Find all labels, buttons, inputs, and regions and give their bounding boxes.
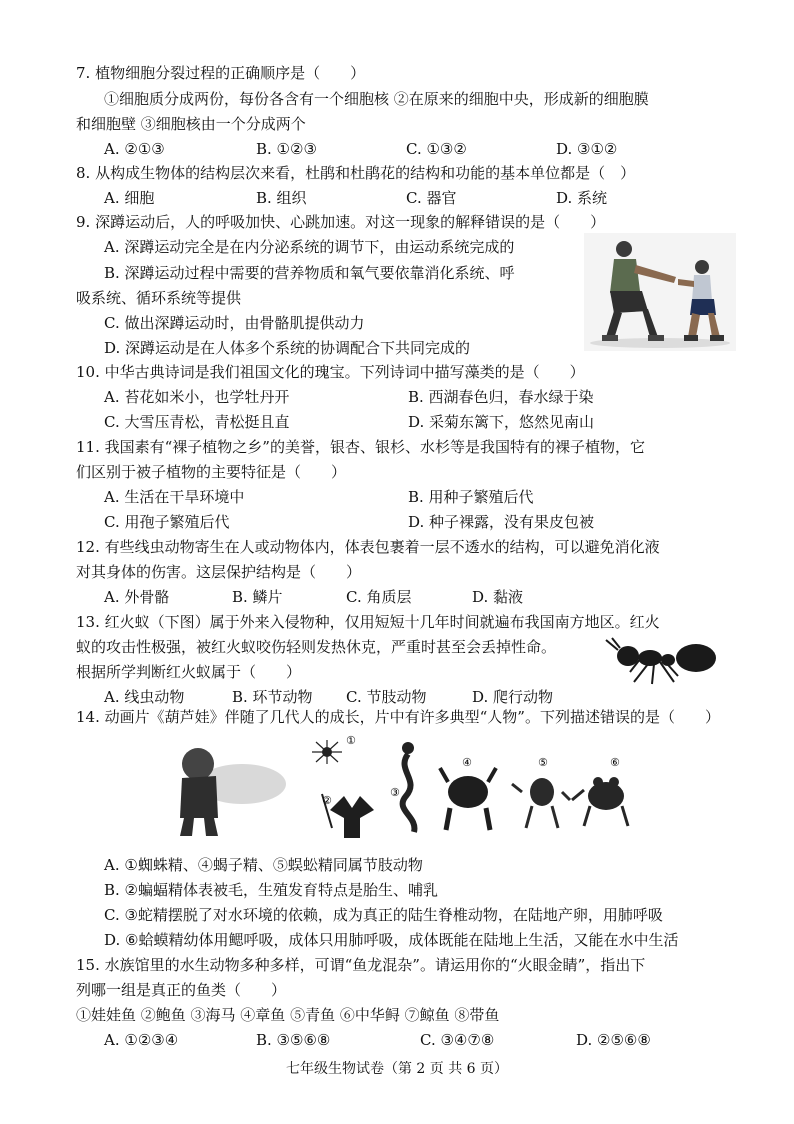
q15-option-d: D. ②⑤⑥⑧ (576, 1031, 651, 1049)
q15-option-b: B. ③⑤⑥⑧ (256, 1031, 331, 1049)
q7-option-d: D. ③①② (556, 140, 618, 158)
calabash-characters-image (172, 732, 642, 844)
q11-cont: 们区别于被子植物的主要特征是（ ） (76, 463, 347, 481)
label-1: ① (346, 734, 356, 747)
q14-option-a: A. ①蜘蛛精、④蝎子精、⑤蜈蚣精同属节肢动物 (104, 856, 423, 874)
label-6: ⑥ (610, 756, 620, 769)
q7-stem: 7. 植物细胞分裂过程的正确顺序是（ ） (76, 64, 366, 82)
label-3: ③ (390, 786, 400, 799)
q15-cont-2: ①娃娃鱼 ②鲍鱼 ③海马 ④章鱼 ⑤青鱼 ⑥中华鲟 ⑦鲸鱼 ⑧带鱼 (76, 1006, 500, 1024)
q8-option-c: C. 器官 (406, 189, 457, 207)
q7-option-a: A. ②①③ (104, 140, 165, 158)
q15-cont-1: 列哪一组是真正的鱼类（ ） (76, 981, 287, 999)
q7-cont-1: ①细胞质分成两份，每份各含有一个细胞核 ②在原来的细胞中央，形成新的细胞膜 (104, 90, 649, 108)
q12-option-c: C. 角质层 (346, 588, 412, 606)
label-5: ⑤ (538, 756, 548, 769)
q13-option-c: C. 节肢动物 (346, 688, 427, 706)
q14-option-d: D. ⑥蛤蟆精幼体用鳃呼吸，成体只用肺呼吸，成体既能在陆地上生活，又能在水中生活 (104, 931, 679, 949)
q11-option-c: C. 用孢子繁殖后代 (104, 513, 230, 531)
q11-option-b: B. 用种子繁殖后代 (408, 488, 534, 506)
q10-stem: 10. 中华古典诗词是我们祖国文化的瑰宝。下列诗词中描写藻类的是（ ） (76, 363, 585, 381)
label-2: ② (322, 794, 332, 807)
q13-cont-1: 蚁的攻击性极强，被红火蚁咬伤轻则发热休克，严重时甚至会丢掉性命。 (76, 638, 557, 656)
squat-exercise-image (584, 233, 736, 351)
q7-option-c: C. ①③② (406, 140, 467, 158)
q8-option-d: D. 系统 (556, 189, 608, 207)
q13-option-b: B. 环节动物 (232, 688, 313, 706)
q13-option-d: D. 爬行动物 (472, 688, 554, 706)
q12-option-b: B. 鳞片 (232, 588, 283, 606)
q14-stem: 14. 动画片《葫芦娃》伴随了几代人的成长，片中有许多典型“人物”。下列描述错误的是（ ） (76, 708, 720, 726)
q10-option-d: D. 采菊东篱下，悠然见南山 (408, 413, 595, 431)
q8-option-a: A. 细胞 (104, 189, 155, 207)
q12-option-a: A. 外骨骼 (104, 588, 170, 606)
q14-option-b: B. ②蝙蝠精体表被毛，生殖发育特点是胎生、哺乳 (104, 881, 439, 899)
q9-option-d: D. 深蹲运动是在人体多个系统的协调配合下共同完成的 (104, 339, 471, 357)
q9-option-b: B. 深蹲运动过程中需要的营养物质和氧气要依靠消化系统、呼 (104, 264, 515, 282)
q12-cont: 对其身体的伤害。这层保护结构是（ ） (76, 563, 362, 581)
q11-option-d: D. 种子裸露，没有果皮包被 (408, 513, 595, 531)
q14-option-c: C. ③蛇精摆脱了对水环境的依赖，成为真正的陆生脊椎动物，在陆地产卵，用肺呼吸 (104, 906, 663, 924)
q8-stem: 8. 从构成生物体的结构层次来看，杜鹃和杜鹃花的结构和功能的基本单位都是（ ） (76, 164, 636, 182)
q9-option-b-cont: 吸系统、循环系统等提供 (76, 289, 242, 307)
q10-option-a: A. 苔花如米小，也学牡丹开 (104, 388, 290, 406)
page-footer: 七年级生物试卷（第 2 页 共 6 页） (285, 1061, 509, 1077)
q10-option-b: B. 西湖春色归，春水绿于染 (408, 388, 594, 406)
q12-option-d: D. 黏液 (472, 588, 524, 606)
q12-stem: 12. 有些线虫动物寄生在人或动物体内，体表包裹着一层不透水的结构，可以避免消化液 (76, 538, 660, 556)
q9-stem: 9. 深蹲运动后，人的呼吸加快、心跳加速。对这一现象的解释错误的是（ ） (76, 213, 606, 231)
q15-stem: 15. 水族馆里的水生动物多种多样，可谓“鱼龙混杂”。请运用你的“火眼金睛”，指出下 (76, 956, 646, 974)
q13-stem: 13. 红火蚁（下图）属于外来入侵物种，仅用短短十几年时间就遍布我国南方地区。红火 (76, 613, 660, 631)
q11-stem: 11. 我国素有“裸子植物之乡”的美誉，银杏、银杉、水杉等是我国特有的裸子植物，它 (76, 438, 645, 456)
q7-cont-2: 和细胞壁 ③细胞核由一个分成两个 (76, 115, 306, 133)
q13-cont-2: 根据所学判断红火蚁属于（ ） (76, 663, 302, 681)
q8-option-b: B. 组织 (256, 189, 307, 207)
label-4: ④ (462, 756, 472, 769)
q13-option-a: A. 线虫动物 (104, 688, 185, 706)
q7-option-b: B. ①②③ (256, 140, 317, 158)
fire-ant-image (604, 636, 720, 686)
q15-option-c: C. ③④⑦⑧ (420, 1031, 495, 1049)
q15-option-a: A. ①②③④ (104, 1031, 179, 1049)
q10-option-c: C. 大雪压青松，青松挺且直 (104, 413, 290, 431)
q11-option-a: A. 生活在干旱环境中 (104, 488, 245, 506)
q9-option-a: A. 深蹲运动完全是在内分泌系统的调节下，由运动系统完成的 (104, 238, 515, 256)
q9-option-c: C. 做出深蹲运动时，由骨骼肌提供动力 (104, 314, 365, 332)
